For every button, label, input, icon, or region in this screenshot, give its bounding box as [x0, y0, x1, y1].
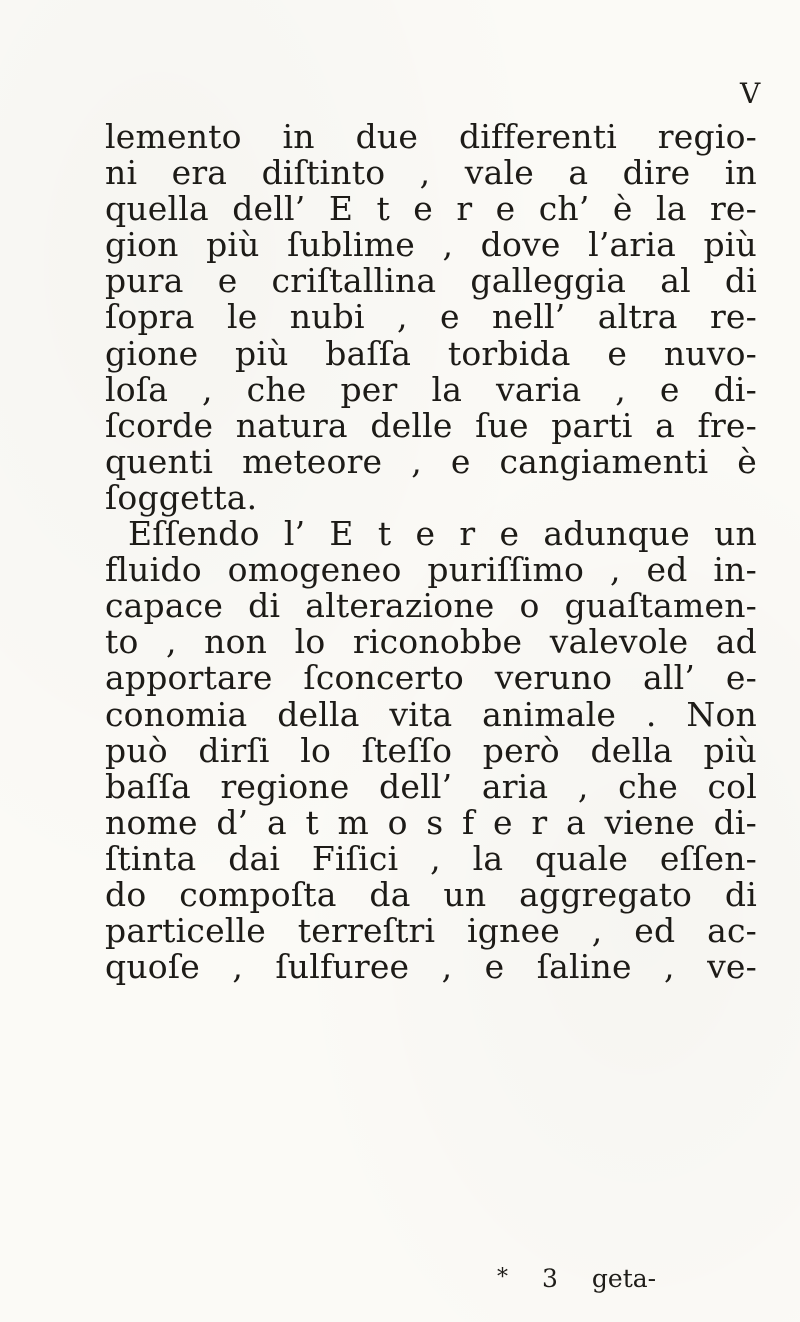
text-line-15: to , non lo riconobbe valevole ad: [105, 622, 757, 662]
text-line-9: ſcorde natura delle ſue parti a fre-: [105, 405, 757, 445]
body-text: [105, 119, 757, 985]
text-line-12: Eſſendo l’ E t e r e adunque un: [128, 514, 757, 554]
text-line-18: può dirſi lo ſteſſo però della più: [105, 730, 757, 770]
page-number: V: [740, 77, 761, 110]
text-line-1: lemento in due differenti regio-: [105, 117, 757, 156]
text-line-20: nome d’ a t m o s f e r a viene di-: [105, 802, 757, 842]
text-line-21: ſtinta dai Fiſici , la quale eſſen-: [105, 838, 757, 878]
text-line-22: do compoſta da un aggregato di: [105, 874, 757, 914]
text-line-13: fluido omogeneo puriſſimo , ed in-: [105, 550, 757, 590]
text-line-4: gion più ſublime , dove l’aria più: [105, 225, 757, 265]
signature-number: 3: [542, 1264, 558, 1293]
text-line-23: particelle terreſtri ignee , ed ac-: [105, 911, 757, 951]
text-line-11: ſoggetta.: [105, 477, 258, 517]
catchword: geta-: [591, 1264, 657, 1293]
text-line-19: baſſa regione dell’ aria , che col: [105, 766, 757, 806]
text-line-5: pura e criſtallina galleggia al di: [105, 261, 757, 301]
signature-mark: *: [497, 1265, 508, 1290]
text-line-7: gione più baſſa torbida e nuvo-: [105, 333, 757, 373]
text-line-16: apportare ſconcerto veruno all’ e-: [105, 658, 757, 698]
text-line-2: ni era diſtinto , vale a dire in: [105, 153, 757, 193]
text-line-14: capace di alterazione o guaſtamen-: [105, 586, 757, 626]
text-line-24: quoſe , ſulfuree , e ſaline , ve-: [105, 947, 757, 987]
text-line-3: quella dell’ E t e r e ch’ è la re-: [105, 189, 757, 229]
text-line-10: quenti meteore , e cangiamenti è: [105, 441, 757, 481]
text-line-17: conomia della vita animale . Non: [105, 694, 757, 734]
text-line-6: ſopra le nubi , e nell’ altra re-: [105, 297, 757, 337]
text-line-8: loſa , che per la varia , e di-: [105, 369, 757, 409]
signature-line: [497, 1266, 656, 1292]
